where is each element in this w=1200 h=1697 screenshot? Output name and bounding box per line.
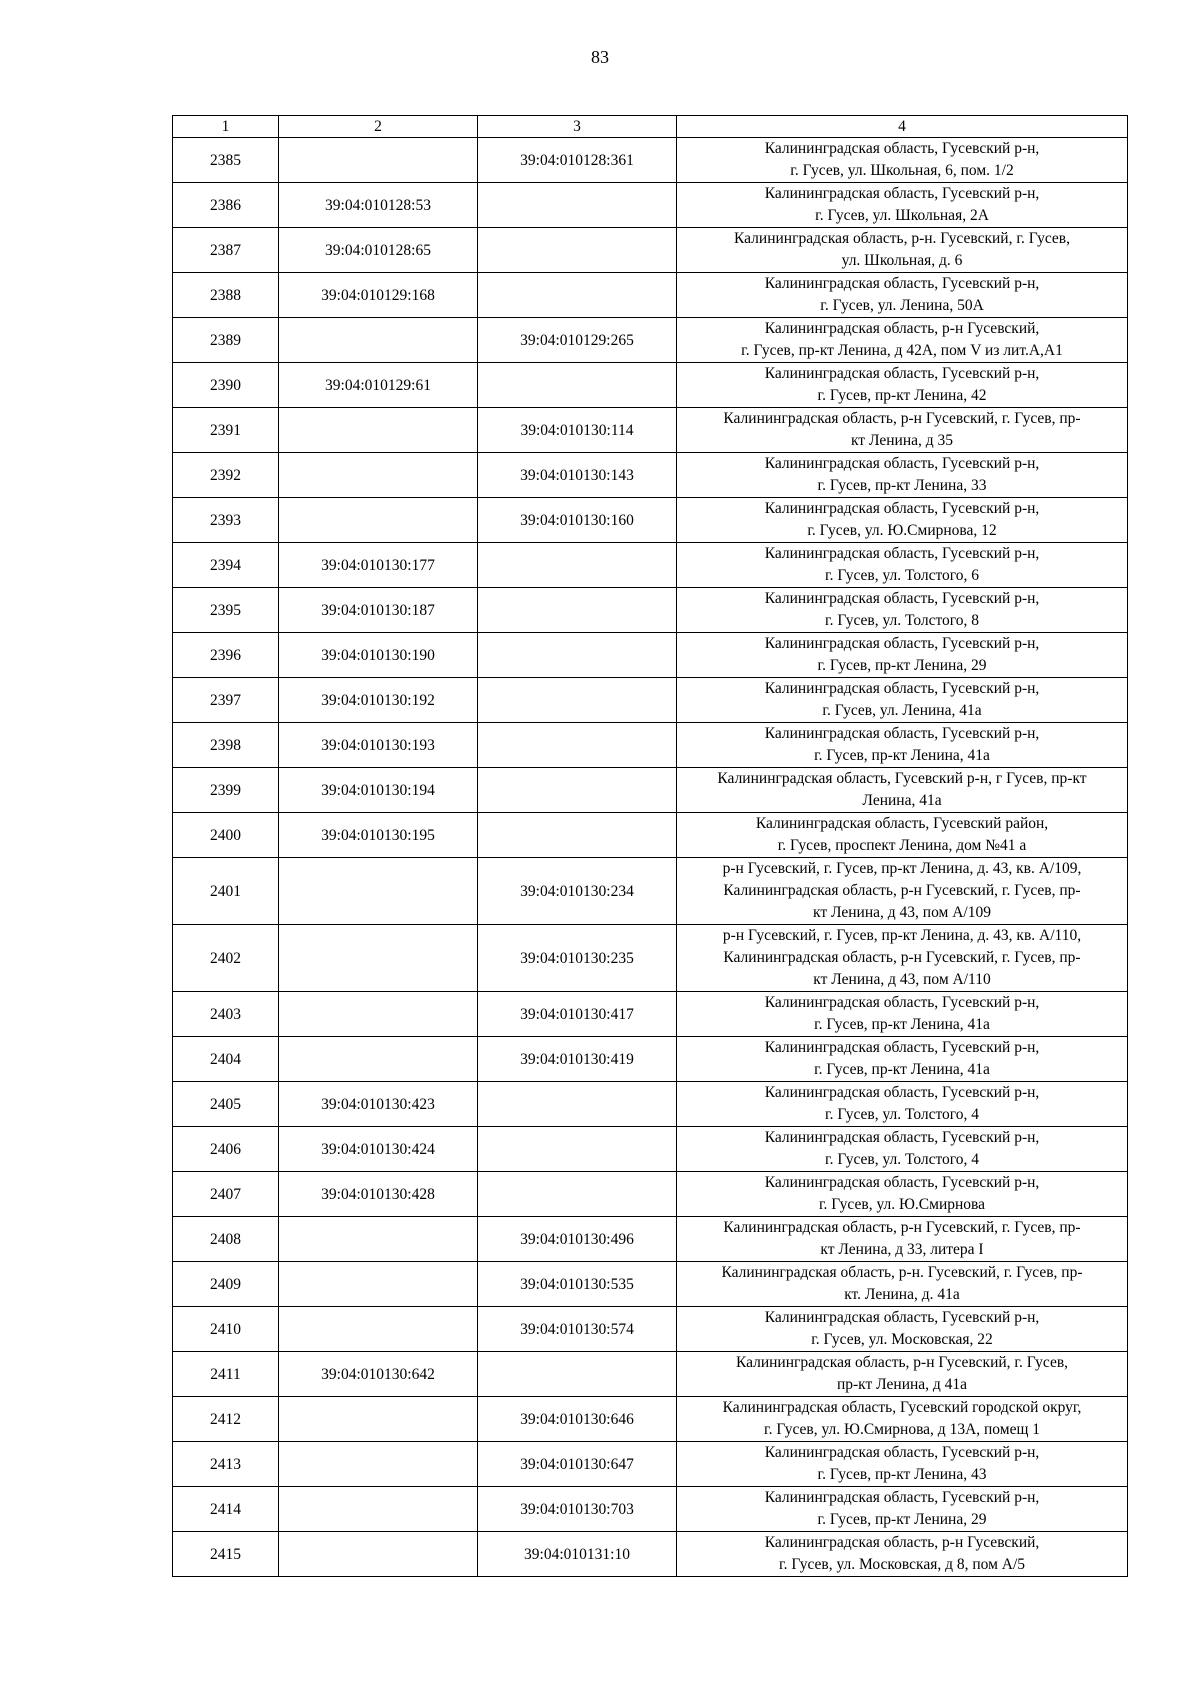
cadastral-number-cell: 39:04:010130:193 <box>279 723 478 768</box>
row-number-cell: 2411 <box>173 1352 279 1397</box>
address-line: г. Гусев, ул. Московская, 22 <box>811 1331 993 1348</box>
row-number-cell: 2405 <box>173 1082 279 1127</box>
address-line: г. Гусев, ул. Ю.Смирнова, д 13А, помещ 1 <box>763 1421 1041 1438</box>
address-line: г. Гусев, ул. Ю.Смирнова <box>818 1196 986 1213</box>
table-row <box>173 228 1128 273</box>
address-line: Калининградская область, Гусевский район, <box>755 815 1049 832</box>
cadastral-number-cell <box>279 858 478 925</box>
address-line: Калининградская область, р-н. Гусевский, г. Гусев, пр- <box>721 1264 1083 1281</box>
cadastral-number-cell <box>478 1172 677 1217</box>
row-number-cell: 2392 <box>173 453 279 498</box>
cadastral-number-cell <box>279 1487 478 1532</box>
row-number-cell: 2390 <box>173 363 279 408</box>
table-row <box>173 925 1128 992</box>
row-number-cell: 2396 <box>173 633 279 678</box>
cadastral-number-cell <box>478 723 677 768</box>
address-line: г. Гусев, ул. Ленина, 50А <box>820 297 984 314</box>
address-line: Калининградская область, р-н Гусевский, <box>764 320 1040 337</box>
address-line: р-н Гусевский, г. Гусев, пр-кт Ленина, д. 43, кв. А/109, <box>722 860 1082 877</box>
address-line: Калининградская область, р-н Гусевский, г. Гусев, пр- <box>723 410 1081 427</box>
address-line: Калининградская область, Гусевский городской округ, <box>722 1399 1082 1416</box>
row-number-cell: 2395 <box>173 588 279 633</box>
address-cell <box>677 498 1128 543</box>
row-number-cell: 2409 <box>173 1262 279 1307</box>
row-number-cell: 2404 <box>173 1037 279 1082</box>
address-cell <box>677 768 1128 813</box>
address-cell <box>677 1397 1128 1442</box>
column-header: 1 <box>173 116 279 138</box>
cadastral-number-cell <box>279 453 478 498</box>
cadastral-number-cell <box>279 1262 478 1307</box>
address-line: Калининградская область, Гусевский р-н, <box>764 455 1040 472</box>
cadastral-number-cell: 39:04:010130:642 <box>279 1352 478 1397</box>
row-number-cell: 2388 <box>173 273 279 318</box>
cadastral-number-cell <box>279 1442 478 1487</box>
cadastral-number-cell <box>478 228 677 273</box>
cadastral-number-cell <box>478 678 677 723</box>
address-line: р-н Гусевский, г. Гусев, пр-кт Ленина, д. 43, кв. А/110, <box>722 927 1082 944</box>
address-line: пр-кт Ленина, д 41а <box>836 1376 968 1393</box>
table-body <box>173 138 1128 1577</box>
row-number-cell: 2398 <box>173 723 279 768</box>
table-row <box>173 858 1128 925</box>
page-number: 83 <box>591 47 609 67</box>
address-cell <box>677 813 1128 858</box>
table-header-row <box>173 116 1128 138</box>
address-line: кт Ленина, д 33, литера I <box>820 1241 984 1258</box>
address-cell <box>677 1082 1128 1127</box>
table-row <box>173 678 1128 723</box>
table-row <box>173 1217 1128 1262</box>
table-row <box>173 1082 1128 1127</box>
address-line: г. Гусев, проспект Ленина, дом №41 а <box>777 837 1027 854</box>
table-row <box>173 408 1128 453</box>
cadastral-number-cell: 39:04:010130:195 <box>279 813 478 858</box>
address-cell <box>677 633 1128 678</box>
table-row <box>173 723 1128 768</box>
cadastral-number-cell: 39:04:010130:535 <box>478 1262 677 1307</box>
table-row <box>173 273 1128 318</box>
address-line: г. Гусев, пр-кт Ленина, 33 <box>817 477 987 494</box>
cadastral-number-cell: 39:04:010130:647 <box>478 1442 677 1487</box>
address-line: г. Гусев, ул. Толстого, 4 <box>824 1151 980 1168</box>
address-line: Калининградская область, Гусевский р-н, <box>764 1444 1040 1461</box>
address-line: Калининградская область, Гусевский р-н, <box>764 635 1040 652</box>
address-cell <box>677 1037 1128 1082</box>
row-number-cell: 2397 <box>173 678 279 723</box>
cadastral-number-cell <box>478 588 677 633</box>
cadastral-number-cell <box>478 543 677 588</box>
address-line: Калининградская область, Гусевский р-н, <box>764 185 1040 202</box>
table-row <box>173 1397 1128 1442</box>
address-cell <box>677 678 1128 723</box>
address-cell <box>677 318 1128 363</box>
address-cell <box>677 1217 1128 1262</box>
address-line: Калининградская область, Гусевский р-н, <box>764 140 1040 157</box>
address-cell <box>677 1307 1128 1352</box>
address-line: кт Ленина, д 35 <box>850 432 954 449</box>
address-line: г. Гусев, ул. Школьная, 6, пом. 1/2 <box>790 162 1014 179</box>
row-number-cell: 2406 <box>173 1127 279 1172</box>
address-line: г. Гусев, пр-кт Ленина, д 42А, пом V из лит.А,А1 <box>741 342 1063 359</box>
address-line: г. Гусев, ул. Ленина, 41а <box>822 702 982 719</box>
table-row <box>173 453 1128 498</box>
cadastral-number-cell: 39:04:010130:192 <box>279 678 478 723</box>
cadastral-number-cell: 39:04:010130:234 <box>478 858 677 925</box>
address-cell <box>677 543 1128 588</box>
address-line: г. Гусев, ул. Московская, д 8, пом А/5 <box>778 1556 1026 1573</box>
address-cell <box>677 1487 1128 1532</box>
address-line: г. Гусев, пр-кт Ленина, 29 <box>817 657 987 674</box>
cadastral-number-cell <box>279 992 478 1037</box>
row-number-cell: 2412 <box>173 1397 279 1442</box>
address-cell <box>677 228 1128 273</box>
table-row <box>173 1127 1128 1172</box>
address-line: кт Ленина, д 43, пом А/110 <box>813 971 991 988</box>
address-line: Калининградская область, Гусевский р-н, <box>764 994 1040 1011</box>
cadastral-number-cell <box>478 1082 677 1127</box>
address-cell <box>677 992 1128 1037</box>
address-cell <box>677 363 1128 408</box>
row-number-cell: 2403 <box>173 992 279 1037</box>
address-line: Калининградская область, Гусевский р-н, <box>764 590 1040 607</box>
table-row <box>173 138 1128 183</box>
address-cell <box>677 138 1128 183</box>
cadastral-number-cell: 39:04:010130:424 <box>279 1127 478 1172</box>
cadastral-number-cell: 39:04:010130:646 <box>478 1397 677 1442</box>
table-row <box>173 1487 1128 1532</box>
table-row <box>173 1532 1128 1577</box>
row-number-cell: 2385 <box>173 138 279 183</box>
cadastral-number-cell <box>478 273 677 318</box>
address-cell <box>677 1262 1128 1307</box>
address-cell <box>677 183 1128 228</box>
cadastral-number-cell <box>279 408 478 453</box>
row-number-cell: 2400 <box>173 813 279 858</box>
address-line: Калининградская область, р-н Гусевский, г. Гусев, <box>735 1354 1069 1371</box>
table-row <box>173 588 1128 633</box>
row-number-cell: 2393 <box>173 498 279 543</box>
address-line: г. Гусев, пр-кт Ленина, 41а <box>814 747 990 764</box>
cadastral-number-cell: 39:04:010130:190 <box>279 633 478 678</box>
table-row <box>173 1307 1128 1352</box>
row-number-cell: 2386 <box>173 183 279 228</box>
address-cell <box>677 453 1128 498</box>
address-line: г. Гусев, ул. Толстого, 6 <box>824 567 980 584</box>
address-cell <box>677 1127 1128 1172</box>
table-row <box>173 813 1128 858</box>
cadastral-number-cell <box>478 813 677 858</box>
cadastral-number-cell: 39:04:010130:235 <box>478 925 677 992</box>
address-line: Калининградская область, Гусевский р-н, <box>764 1174 1040 1191</box>
cadastral-number-cell: 39:04:010130:187 <box>279 588 478 633</box>
row-number-cell: 2413 <box>173 1442 279 1487</box>
row-number-cell: 2410 <box>173 1307 279 1352</box>
table-row <box>173 498 1128 543</box>
address-line: г. Гусев, пр-кт Ленина, 43 <box>817 1466 987 1483</box>
address-cell <box>677 858 1128 925</box>
cadastral-number-cell: 39:04:010130:423 <box>279 1082 478 1127</box>
address-line: кт Ленина, д 43, пом А/109 <box>813 904 991 921</box>
cadastral-number-cell <box>279 1217 478 1262</box>
cadastral-number-cell: 39:04:010128:361 <box>478 138 677 183</box>
row-number-cell: 2387 <box>173 228 279 273</box>
cadastral-number-cell <box>279 1397 478 1442</box>
cadastral-number-cell: 39:04:010130:160 <box>478 498 677 543</box>
cadastral-number-cell <box>478 183 677 228</box>
row-number-cell: 2391 <box>173 408 279 453</box>
cadastral-number-cell: 39:04:010130:428 <box>279 1172 478 1217</box>
row-number-cell: 2394 <box>173 543 279 588</box>
cadastral-number-cell <box>478 363 677 408</box>
address-line: г. Гусев, пр-кт Ленина, 42 <box>817 387 987 404</box>
table-row <box>173 1262 1128 1307</box>
cadastral-number-cell <box>279 318 478 363</box>
address-cell <box>677 925 1128 992</box>
address-line: Калининградская область, р-н Гусевский, <box>764 1534 1040 1551</box>
address-line: Калининградская область, Гусевский р-н, <box>764 275 1040 292</box>
registry-table <box>172 115 1128 1577</box>
table-row <box>173 318 1128 363</box>
table-row <box>173 1037 1128 1082</box>
address-line: Калининградская область, Гусевский р-н, г Гусев, пр-кт <box>717 770 1087 787</box>
address-line: Калининградская область, Гусевский р-н, <box>764 545 1040 562</box>
row-number-cell: 2402 <box>173 925 279 992</box>
cadastral-number-cell: 39:04:010128:53 <box>279 183 478 228</box>
cadastral-number-cell: 39:04:010130:177 <box>279 543 478 588</box>
address-line: Калининградская область, Гусевский р-н, <box>764 1084 1040 1101</box>
cadastral-number-cell: 39:04:010130:143 <box>478 453 677 498</box>
row-number-cell: 2415 <box>173 1532 279 1577</box>
address-line: Калининградская область, Гусевский р-н, <box>764 1309 1040 1326</box>
address-line: г. Гусев, пр-кт Ленина, 41а <box>814 1061 990 1078</box>
address-line: ул. Школьная, д. 6 <box>841 252 963 269</box>
cadastral-number-cell: 39:04:010131:10 <box>478 1532 677 1577</box>
address-line: г. Гусев, ул. Толстого, 4 <box>824 1106 980 1123</box>
address-cell <box>677 408 1128 453</box>
address-line: г. Гусев, пр-кт Ленина, 41а <box>814 1016 990 1033</box>
address-line: Калининградская область, Гусевский р-н, <box>764 725 1040 742</box>
address-line: Калининградская область, Гусевский р-н, <box>764 680 1040 697</box>
address-cell <box>677 1352 1128 1397</box>
table-row <box>173 1172 1128 1217</box>
address-cell <box>677 1442 1128 1487</box>
cadastral-number-cell: 39:04:010129:61 <box>279 363 478 408</box>
address-line: Калининградская область, р-н Гусевский, г. Гусев, пр- <box>723 1219 1081 1236</box>
cadastral-number-cell <box>279 138 478 183</box>
address-line: г. Гусев, ул. Толстого, 8 <box>824 612 980 629</box>
cadastral-number-cell: 39:04:010130:419 <box>478 1037 677 1082</box>
address-cell <box>677 273 1128 318</box>
address-cell <box>677 723 1128 768</box>
address-line: Калининградская область, р-н Гусевский, г. Гусев, пр- <box>723 882 1081 899</box>
address-line: кт. Ленина, д. 41а <box>844 1286 960 1303</box>
cadastral-number-cell <box>478 768 677 813</box>
cadastral-number-cell <box>279 925 478 992</box>
table-row <box>173 1352 1128 1397</box>
cadastral-number-cell: 39:04:010130:703 <box>478 1487 677 1532</box>
address-line: г. Гусев, пр-кт Ленина, 29 <box>817 1511 987 1528</box>
row-number-cell: 2389 <box>173 318 279 363</box>
table-row <box>173 768 1128 813</box>
table-row <box>173 543 1128 588</box>
cadastral-number-cell: 39:04:010130:194 <box>279 768 478 813</box>
address-line: Калининградская область, Гусевский р-н, <box>764 1129 1040 1146</box>
address-line: Калининградская область, Гусевский р-н, <box>764 365 1040 382</box>
row-number-cell: 2407 <box>173 1172 279 1217</box>
address-line: Ленина, 41а <box>862 792 942 809</box>
cadastral-number-cell: 39:04:010129:265 <box>478 318 677 363</box>
address-line: Калининградская область, р-н. Гусевский, г. Гусев, <box>734 230 1070 247</box>
address-line: Калининградская область, Гусевский р-н, <box>764 1489 1040 1506</box>
cadastral-number-cell: 39:04:010130:417 <box>478 992 677 1037</box>
cadastral-number-cell <box>279 498 478 543</box>
address-line: Калининградская область, Гусевский р-н, <box>764 500 1040 517</box>
cadastral-number-cell <box>279 1307 478 1352</box>
address-cell <box>677 588 1128 633</box>
cadastral-number-cell <box>478 1352 677 1397</box>
cadastral-number-cell: 39:04:010129:168 <box>279 273 478 318</box>
address-cell <box>677 1172 1128 1217</box>
column-header: 3 <box>478 116 677 138</box>
cadastral-number-cell: 39:04:010130:496 <box>478 1217 677 1262</box>
cadastral-number-cell <box>279 1532 478 1577</box>
table-row <box>173 633 1128 678</box>
table-row <box>173 363 1128 408</box>
column-header: 4 <box>677 116 1128 138</box>
cadastral-number-cell: 39:04:010128:65 <box>279 228 478 273</box>
address-cell <box>677 1532 1128 1577</box>
address-line: Калининградская область, р-н Гусевский, г. Гусев, пр- <box>723 949 1081 966</box>
row-number-cell: 2401 <box>173 858 279 925</box>
cadastral-number-cell <box>478 633 677 678</box>
table-row <box>173 1442 1128 1487</box>
column-header: 2 <box>279 116 478 138</box>
cadastral-number-cell <box>279 1037 478 1082</box>
cadastral-number-cell <box>478 1127 677 1172</box>
address-line: Калининградская область, Гусевский р-н, <box>764 1039 1040 1056</box>
row-number-cell: 2414 <box>173 1487 279 1532</box>
row-number-cell: 2408 <box>173 1217 279 1262</box>
table-row <box>173 992 1128 1037</box>
row-number-cell: 2399 <box>173 768 279 813</box>
cadastral-number-cell: 39:04:010130:574 <box>478 1307 677 1352</box>
address-line: г. Гусев, ул. Ю.Смирнова, 12 <box>807 522 997 539</box>
cadastral-number-cell: 39:04:010130:114 <box>478 408 677 453</box>
address-line: г. Гусев, ул. Школьная, 2А <box>815 207 989 224</box>
table-row <box>173 183 1128 228</box>
